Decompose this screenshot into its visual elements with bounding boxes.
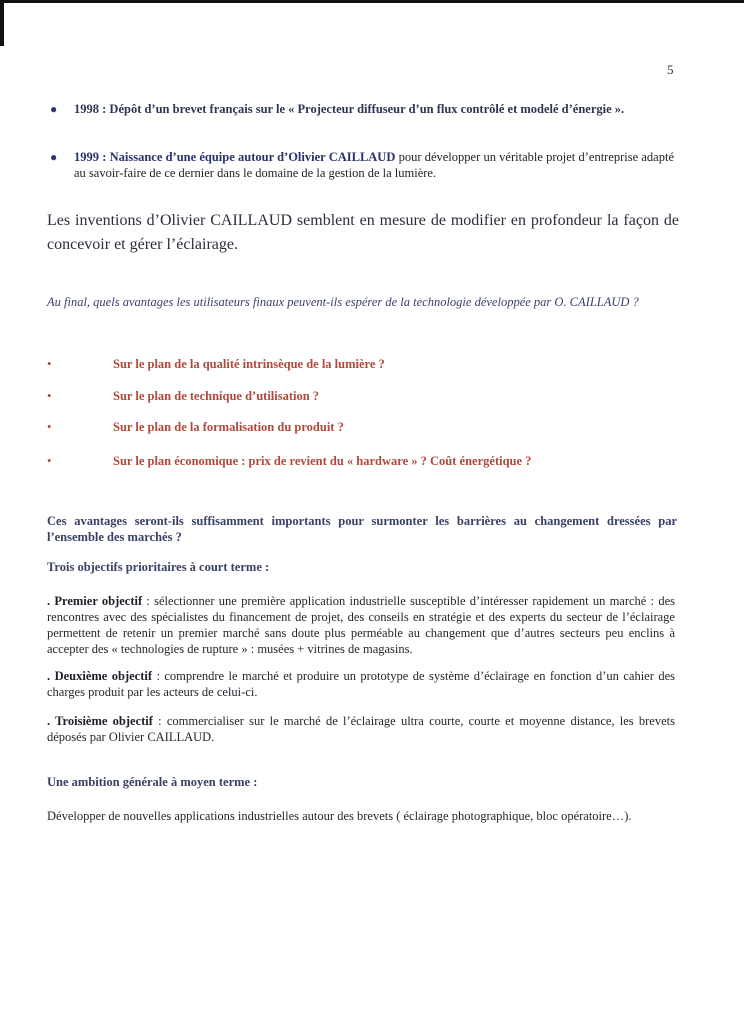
history-item-1999 [50, 149, 674, 181]
objective-label: . Troisième objectif [47, 714, 153, 728]
scan-edge-top [0, 0, 744, 3]
bullet-icon: • [47, 420, 52, 434]
objective-2 [47, 668, 675, 700]
objective-label: . Premier objectif [47, 594, 143, 608]
history-bold: 1999 : Naissance d’une équipe autour d’Olivier CAILLAUD [74, 150, 396, 164]
objective-3 [47, 713, 675, 745]
intro-paragraph: Les inventions d’Olivier CAILLAUD semblent en mesure de modifier en profondeur la façon de concevoir et gérer l’éclairage. [47, 212, 679, 253]
history-rest: pour développer un véritable projet d’entreprise adapté au savoir-faire de ce dernier dans le domaine de la gestion de la lumière. [74, 150, 675, 180]
history-bold: 1998 : Dépôt d’un brevet français sur le « Projecteur diffuseur d’un flux contrôlé et modelé d’énergie ». [74, 102, 625, 116]
objective-text: : commercialiser sur le marché de l’éclairage ultra courte, courte et moyenne distance, les brevets déposés par Olivier CAILLAUD. [47, 714, 675, 744]
bullet-icon: • [47, 357, 52, 371]
bullet-icon: ● [50, 102, 58, 116]
history-item-1998 [50, 101, 674, 117]
medium-term-text: Développer de nouvelles applications industrielles autour des brevets ( éclairage photographique, bloc opératoire…). [47, 809, 632, 823]
short-term-heading: Trois objectifs prioritaires à court terme : [47, 560, 270, 574]
objective-text: : comprendre le marché et produire un prototype de système d’éclairage en fonction d’un cahier des charges produit par les acteurs de celui-ci. [47, 669, 675, 699]
advantage-label: Sur le plan de la formalisation du produit ? [113, 420, 344, 434]
advantage-label: Sur le plan économique : prix de revient du « hardware » ? Coût énergétique ? [113, 454, 532, 468]
advantage-label: Sur le plan de la qualité intrinsèque de la lumière ? [113, 357, 385, 371]
bullet-icon: • [47, 454, 52, 468]
objective-text: : sélectionner une première application industrielle susceptible d’intéresser rapidement un marché : des rencontres avec des spécialistes du financement de projet, des conseils en stratégie et des experts du secteur de l’éclairage permettent de retenir un premier marché sans doute plus perméable au changement que d’autres secteurs peu enclins à accepter des « technologies de rupture » : musées + vitrines de magasins. [47, 594, 675, 656]
advantages-question: Au final, quels avantages les utilisateurs finaux peuvent-ils espérer de la technologie développée par O. CAILLAUD ? [47, 295, 639, 309]
bullet-icon: • [47, 389, 52, 403]
page-number: 5 [667, 62, 674, 77]
medium-term-heading: Une ambition générale à moyen terme : [47, 775, 258, 789]
scan-edge-left [0, 0, 4, 46]
bullet-icon: ● [50, 150, 58, 164]
objective-1 [47, 593, 675, 657]
advantage-label: Sur le plan de technique d’utilisation ? [113, 389, 320, 403]
barriers-heading: Ces avantages seront-ils suffisamment importants pour surmonter les barrières au changement dressées par l’ensemble des marchés ? [47, 514, 677, 544]
objective-label: . Deuxième objectif [47, 669, 153, 683]
